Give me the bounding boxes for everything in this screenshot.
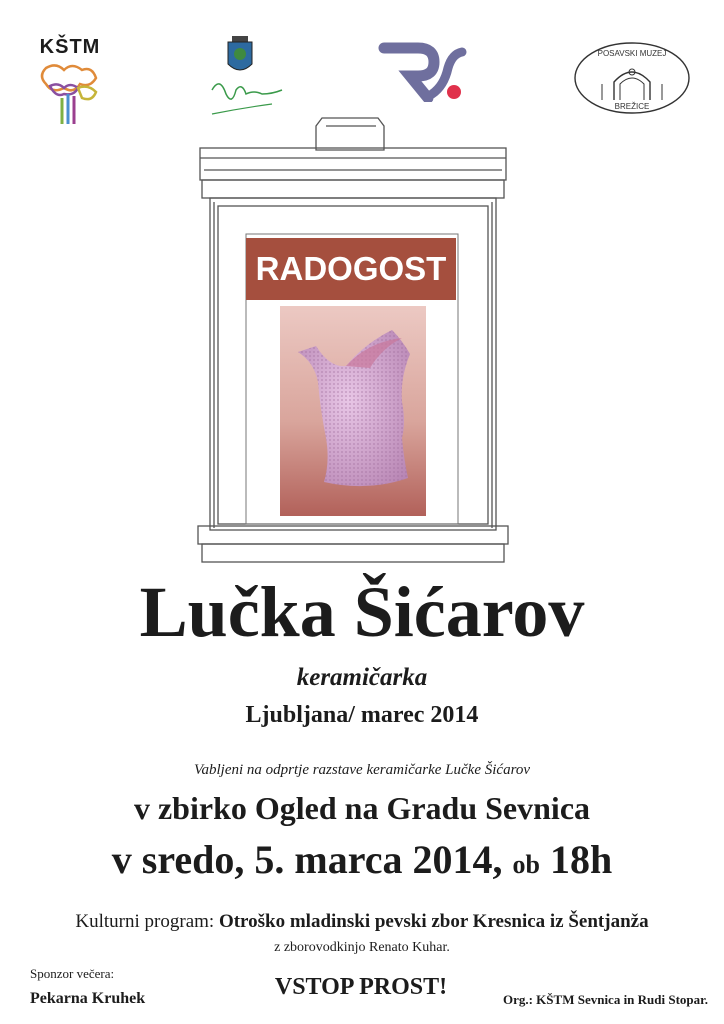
program-label: Kulturni program:	[75, 911, 215, 932]
organizer: Org.: KŠTM Sevnica in Rudi Stopar.	[502, 992, 708, 1007]
venue: v zbirko Ogled na Gradu Sevnica	[133, 790, 591, 826]
sponsor-label: Sponzor večera:	[30, 966, 115, 981]
choir-leader: z zborovodkinjo Renato Kuhar.	[274, 940, 450, 955]
rs-logo	[378, 40, 474, 102]
rs-logo-icon	[378, 40, 474, 102]
posavski-muzej-logo	[572, 40, 692, 116]
invitation-text: Vabljeni na odprtje razstave keramičarke Lučke Šićarov	[193, 762, 531, 778]
ceramic-corset-photo	[280, 306, 426, 516]
kstm-logo-text: KŠTM	[39, 36, 101, 58]
museum-city: BREŽICE	[614, 102, 650, 111]
event-date: v sredo, 5. marca 2014,	[111, 837, 503, 882]
museum-name: POSAVSKI MUZEJ	[597, 49, 667, 58]
tree-icon	[32, 36, 108, 128]
exhibition-title-box: RADOGOST	[246, 238, 456, 300]
event-time: 18h	[549, 837, 613, 882]
free-entry: VSTOP PROST!	[274, 974, 448, 1000]
artist-name: Lučka Šićarov	[139, 572, 585, 652]
place-and-date: Ljubljana/ marec 2014	[245, 702, 479, 728]
cultural-program	[0, 911, 724, 933]
kstm-logo	[32, 36, 108, 128]
event-ob: ob	[512, 850, 540, 879]
artist-profession: keramičarka	[296, 664, 428, 691]
event-datetime	[0, 836, 724, 883]
program-choir: Otroško mladinski pevski zbor Kresnica iz Šentjanža	[218, 911, 649, 932]
sponsor-name: Pekarna Kruhek	[30, 990, 146, 1007]
